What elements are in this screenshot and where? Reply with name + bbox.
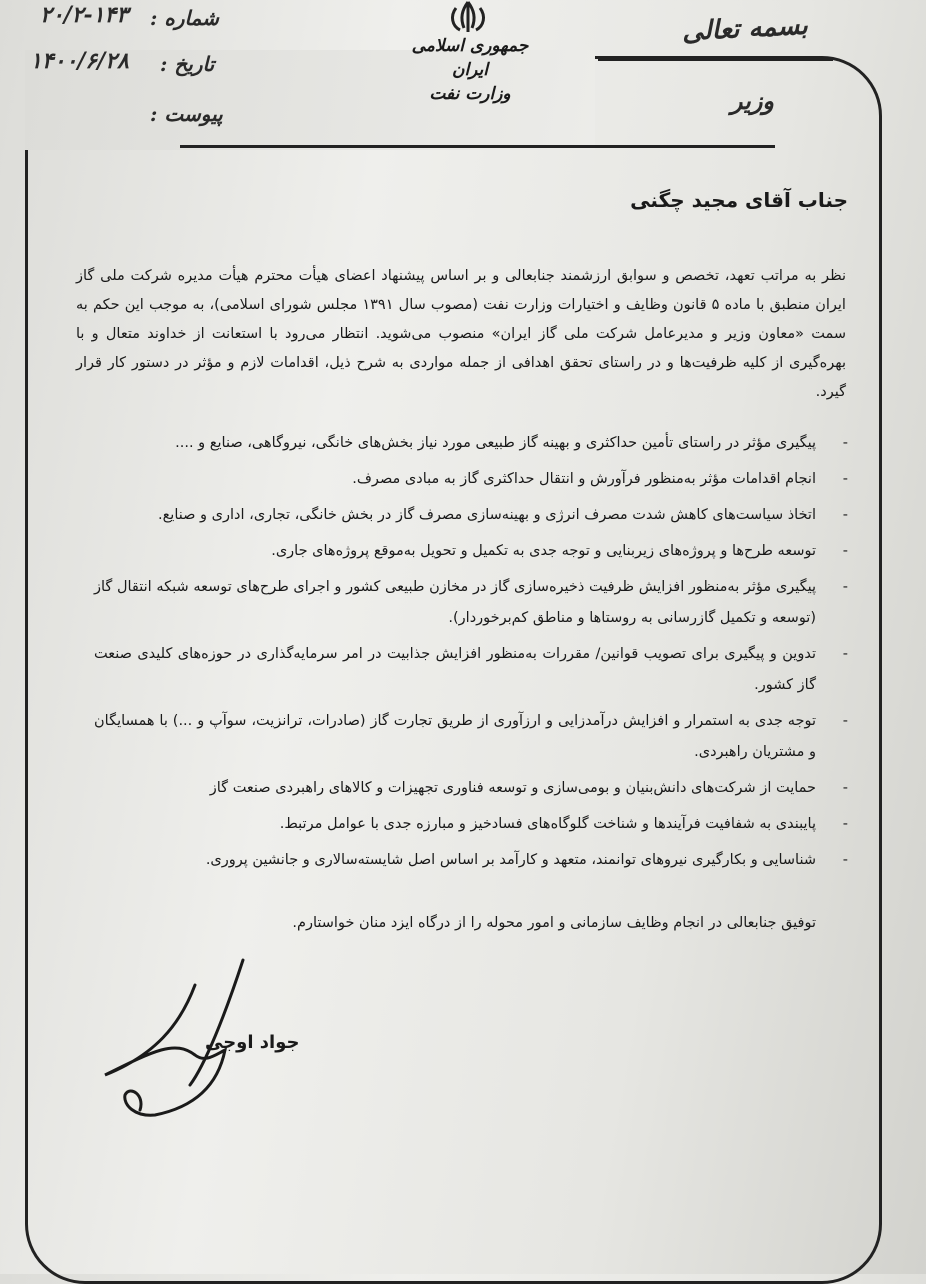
closing-line: توفیق جنابعالی در انجام وظایف سازمانی و امور محوله را از درگاه ایزد منان خواستارم.	[292, 915, 816, 931]
list-item-text: شناسایی و بکارگیری نیروهای توانمند، متعهد و کارآمد بر اساس اصل شایسته‌سالاری و جانشین پروری.	[205, 852, 816, 868]
list-item	[94, 773, 848, 804]
bullet-dash: -	[842, 507, 848, 523]
list-item	[94, 845, 848, 876]
org-line-ministry: وزارت نفت	[429, 84, 511, 104]
list-item-text: توجه جدی به استمرار و افزایش درآمدزایی و ارزآوری از طریق تجارت گاز (صادرات، ترانزیت، سوآپ و ...) با همسایگان و مشتریان راهبردی.	[94, 713, 816, 760]
body-paragraph: نظر به مراتب تعهد، تخصص و سوابق ارزشمند جنابعالی و بر اساس پیشنهاد اعضای هیأت محترم هیأت مدیره شرکت ملی گاز ایران منطبق با ماده ۵ قانون وظایف و اختیارات وزارت نفت (مصوب سال ۱۳۹۱ مجلس شورای اسلامی)، به موجب این حکم به سمت «معاون وزیر و مدیرعامل شرکت ملی گاز ایران» منصوب می‌شوید. انتظار می‌رود با استعانت از خداوند متعال و با بهره‌گیری از کلیه ظرفیت‌ها و در راستای تحقق اهدافی از جمله مواردی به شرح ذیل، اقدامات لازم و مؤثر در دستور کار قرار گیرد.	[76, 268, 846, 400]
letter-number: ۲۰/۲-۱۴۳	[40, 2, 129, 28]
header-rule	[180, 145, 775, 148]
letter-number-label: شماره :	[150, 6, 219, 30]
letter-body	[76, 262, 846, 407]
bullet-dash: -	[842, 816, 848, 832]
bullet-dash: -	[842, 579, 848, 595]
list-item-text: تدوین و پیگیری برای تصویب قوانین/ مقررات به‌منظور افزایش جذابیت در امر سرمایه‌گذاری در حوزه‌های کلیدی صنعت گاز کشور.	[94, 646, 816, 693]
organization-name	[395, 34, 545, 106]
list-item-text: اتخاذ سیاست‌های کاهش شدت مصرف انرژی و بهینه‌سازی مصرف گاز در بخش خانگی، تجاری، اداری و صنایع.	[157, 507, 816, 523]
salutation: جناب آقای مجید چگنی	[630, 188, 848, 212]
list-item-text: پایبندی به شفافیت فرآیندها و شناخت گلوگاه‌های فسادخیز و مبارزه جدی با عوامل مرتبط.	[279, 816, 816, 832]
bullet-dash: -	[842, 435, 848, 451]
letter-date-label: تاریخ :	[160, 52, 215, 76]
list-item	[94, 706, 848, 768]
letter-date: ۱۴۰۰/۶/۲۸	[30, 48, 129, 74]
list-item	[94, 572, 848, 634]
basmala: بسمه تعالی	[681, 10, 809, 48]
iran-emblem-icon	[442, 0, 494, 34]
list-item-text: توسعه طرح‌ها و پروژه‌های زیربنایی و توجه جدی به تکمیل و تحویل به‌موقع پروژه‌های جاری.	[271, 543, 816, 559]
top-rule	[598, 58, 833, 61]
list-item	[94, 639, 848, 701]
list-item-text: انجام اقدامات مؤثر به‌منظور فرآورش و انتقال حداکثری گاز به مبادی مصرف.	[352, 471, 816, 487]
directives-list	[94, 428, 848, 881]
org-line-country: جمهوری اسلامی ایران	[411, 36, 529, 80]
signer-name: جواد اوجی	[205, 1032, 300, 1053]
list-item	[94, 428, 848, 459]
bullet-dash: -	[842, 471, 848, 487]
signature-icon	[95, 955, 305, 1125]
bullet-dash: -	[842, 713, 848, 729]
bullet-dash: -	[842, 780, 848, 796]
bullet-dash: -	[842, 646, 848, 662]
list-item	[94, 809, 848, 840]
list-item	[94, 500, 848, 531]
minister-title: وزیر	[730, 86, 774, 115]
bullet-dash: -	[842, 543, 848, 559]
bullet-dash: -	[842, 852, 848, 868]
list-item-text: پیگیری مؤثر به‌منظور افزایش ظرفیت ذخیره‌سازی گاز در مخازن طبیعی کشور و اجرای طرح‌های توسعه شبکه انتقال گاز (توسعه و تکمیل گازرسانی به روستاها و مناطق کم‌برخوردار).	[94, 579, 816, 626]
list-item	[94, 464, 848, 495]
list-item-text: حمایت از شرکت‌های دانش‌بنیان و بومی‌سازی و توسعه فناوری تجهیزات و کالاهای راهبردی صنعت گاز	[209, 780, 816, 796]
attachment-label: پیوست :	[150, 102, 223, 126]
list-item-text: پیگیری مؤثر در راستای تأمین حداکثری و بهینه گاز طبیعی مورد نیاز بخش‌های خانگی، نیروگاهی، صنایع و ....	[175, 435, 816, 451]
list-item	[94, 536, 848, 567]
